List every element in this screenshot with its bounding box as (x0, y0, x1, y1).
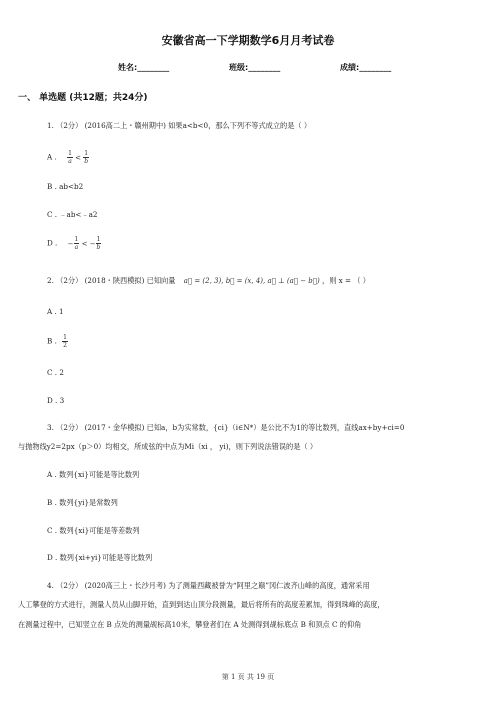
section-heading: 一、 单选题 (共12题；共24分) (18, 93, 148, 103)
question-3-line-1: 3. （2分） (2017・金华模拟) 已知a，b为实常数，{ci}（i∈N*）是公比不为1的等比数列，直线ax+by+ci=0 (47, 423, 405, 432)
q3-option-b: B . 数列{yi}是常数列 (47, 498, 118, 507)
q2-option-a: A . 1 (47, 307, 64, 316)
q1-option-d (47, 236, 101, 251)
score-field: 成绩:________ (340, 63, 392, 72)
q2-option-b-label: B . (47, 336, 57, 346)
q1-option-a-label: A . (47, 152, 57, 162)
q1-option-c: C . ﹣ab<﹣a2 (47, 210, 98, 219)
question-4-line-2: 人工攀登的方式进行，测量人员从山脚开始，直到到达山顶分段测量，最后将所有的高度差累加，得到珠峰的高度， (18, 600, 385, 609)
q2-option-d: D . 3 (47, 396, 65, 405)
class-field: 班级:________ (229, 63, 281, 72)
q2-option-b-fraction: $\frac{1}{2}$ (63, 334, 67, 349)
q1-option-a (47, 150, 89, 165)
page-footer: 第 1 页 共 19 页 (221, 673, 275, 681)
q2-option-b (47, 334, 68, 349)
question-1-stem: 1. （2分） (2016高二上・赣州期中) 如果a<b<0，那么下列不等式成立的是（ ） (47, 121, 312, 130)
name-field: 姓名:________ (118, 63, 170, 72)
q1-option-a-math: $\frac{1}{a}$ < $\frac{1}{b}$ (68, 150, 89, 165)
q1-option-b: B . ab<b2 (47, 182, 84, 191)
q3-option-a: A . 数列{xi}可能是等比数列 (47, 470, 140, 479)
question-4-line-1: 4. （2分） (2020高三上・长沙月考) 为了测量西藏被誉为“阿里之巅”冈仁波齐山峰的高度，通常采用 (47, 581, 370, 590)
question-3-line-2: 与抛物线y2=2px（p＞0）均相交，所成弦的中点为Mi（xi ， yi)，则下列说法错误的是（ ） (18, 442, 318, 451)
q1-option-d-math: − $\frac{1}{a}$ < − $\frac{1}{b}$ (67, 236, 101, 251)
exam-title: 安徽省高一下学期数学6月月考试卷 (161, 34, 335, 47)
q1-option-d-label: D . (47, 238, 58, 248)
q2-vector-math: a⃗ = (2, 3), b⃗ = (x, 4), a⃗ ⊥ (a⃗ − b⃗) (183, 277, 320, 285)
question-4-line-3: 在测量过程中，已知竖立在 B 点处的测量觇标高10米，攀登者们在 A 处测得到觇标底点 B 和顶点 C 的仰角 (18, 620, 362, 629)
q3-option-c: C . 数列{xi}可能是等差数列 (47, 526, 140, 535)
q3-option-d: D . 数列{xi+yi}可能是等比数列 (47, 553, 153, 562)
q2-option-c: C . 2 (47, 368, 64, 377)
question-2-stem: 2. （2分） (2018・陕西模拟) 已知向量 a⃗ = (2, 3), b⃗ = (x, 4), a⃗ ⊥ (a⃗ − b⃗) ，则 x = （ ） (47, 276, 370, 285)
